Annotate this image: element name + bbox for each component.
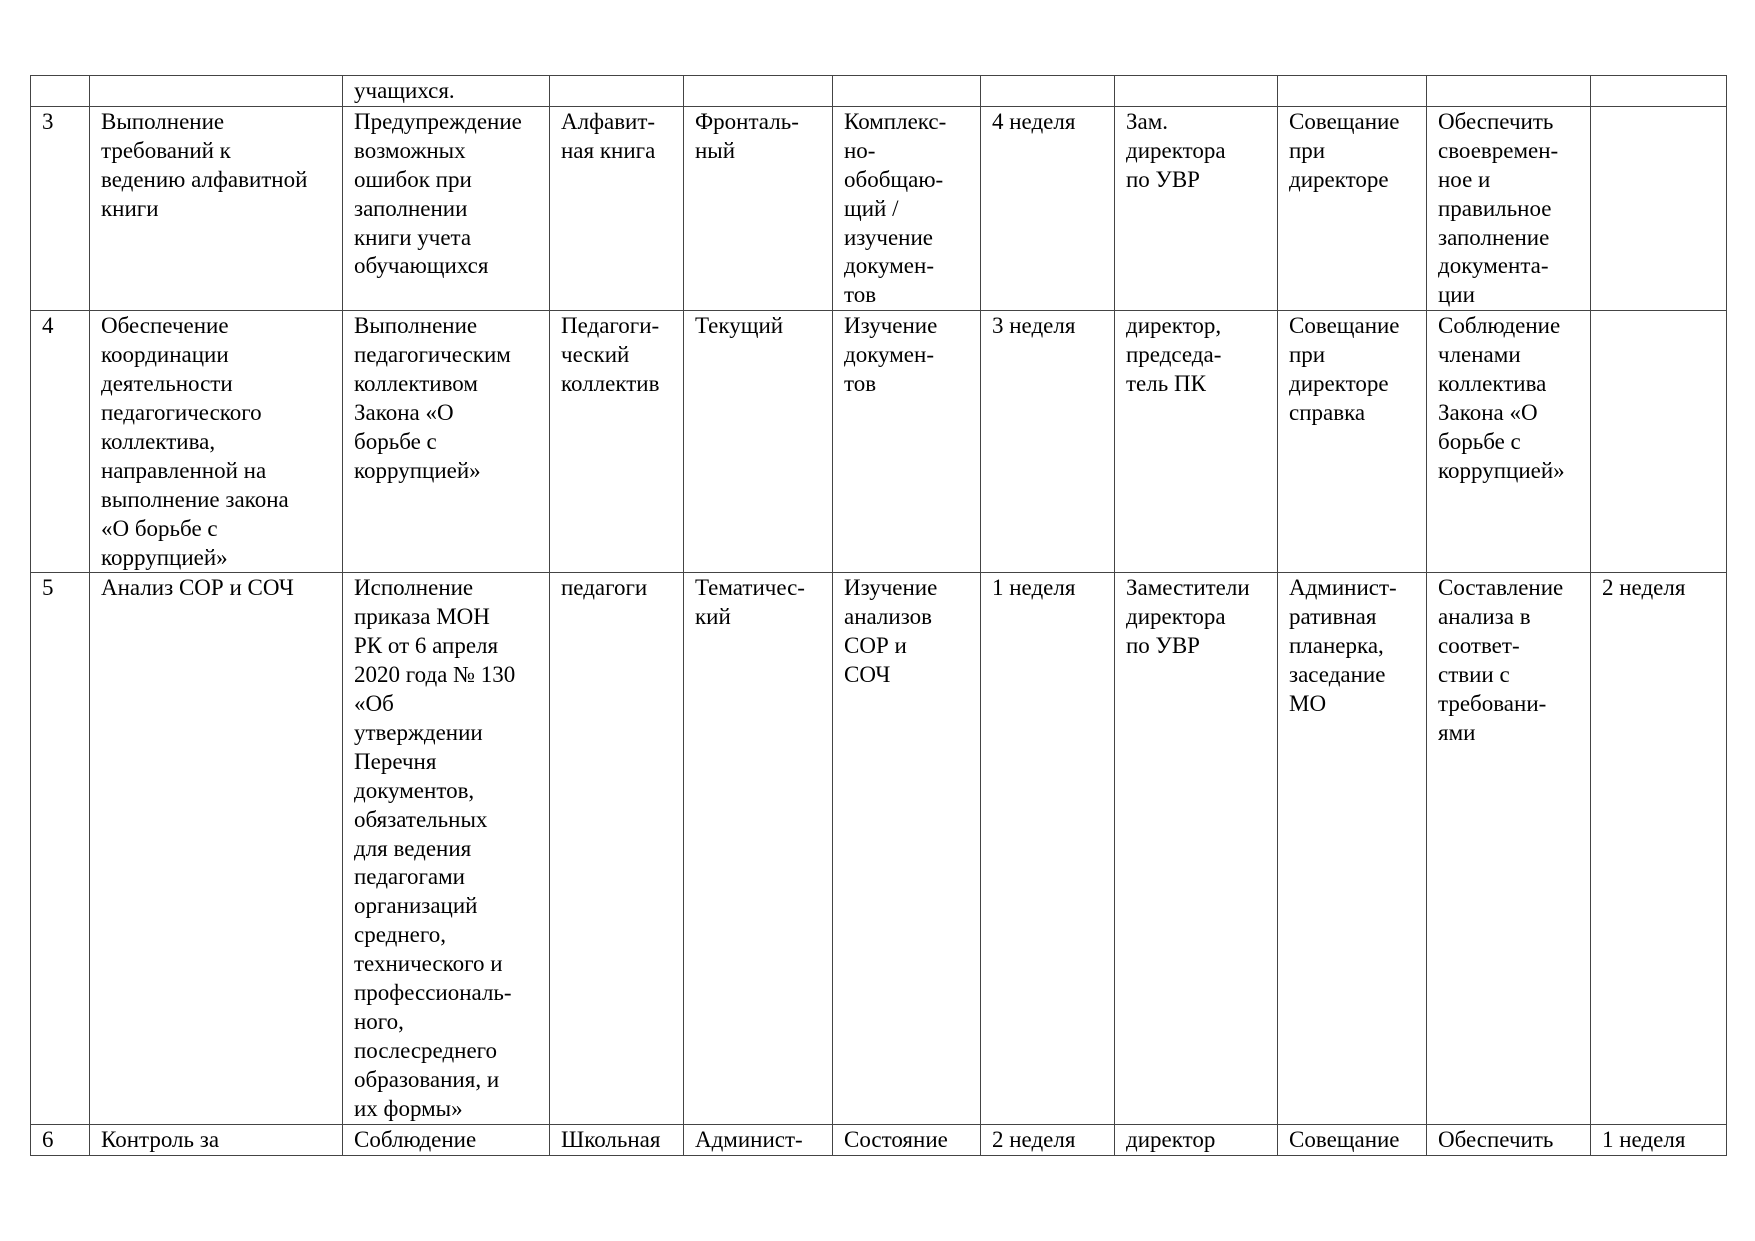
decision-cell: Обеспечить [1427, 1124, 1591, 1155]
review-place-cell: Совещание при директоре [1278, 106, 1427, 310]
object-cell: Школьная [550, 1124, 684, 1155]
table-row [31, 311, 1727, 573]
responsible-cell [1115, 76, 1278, 107]
deadline-cell: 2 неделя [981, 1124, 1115, 1155]
method-cell [833, 76, 981, 107]
decision-cell: Соблюдение членами коллектива Закона «О борьбе с коррупцией» [1427, 311, 1591, 573]
repeat-control-cell [1591, 106, 1727, 310]
topic-cell: Выполнение требований к ведению алфавитной книги [90, 106, 343, 310]
row-number-cell: 4 [31, 311, 90, 573]
control-type-cell: Админист- [684, 1124, 833, 1155]
goal-cell: Предупреждение возможных ошибок при заполнении книги учета обучающихся [343, 106, 550, 310]
review-place-cell: Совещание [1278, 1124, 1427, 1155]
table-row [31, 1124, 1727, 1155]
topic-cell: Анализ СОР и СОЧ [90, 573, 343, 1124]
row-number-cell [31, 76, 90, 107]
object-cell: Алфавит- ная книга [550, 106, 684, 310]
review-place-cell [1278, 76, 1427, 107]
goal-cell: Выполнение педагогическим коллективом Закона «О борьбе с коррупцией» [343, 311, 550, 573]
goal-cell: учащихся. [343, 76, 550, 107]
topic-cell: Контроль за [90, 1124, 343, 1155]
responsible-cell: директор, председа- тель ПК [1115, 311, 1278, 573]
table-row [31, 106, 1727, 310]
topic-cell: Обеспечение координации деятельности педагогического коллектива, направленной на выполнение закона «О борьбе с коррупцией» [90, 311, 343, 573]
method-cell: Изучение анализов СОР и СОЧ [833, 573, 981, 1124]
review-place-cell: Совещание при директоре справка [1278, 311, 1427, 573]
object-cell: педагоги [550, 573, 684, 1124]
review-place-cell: Админист- ративная планерка, заседание МО [1278, 573, 1427, 1124]
row-number-cell: 5 [31, 573, 90, 1124]
control-type-cell [684, 76, 833, 107]
method-cell: Состояние [833, 1124, 981, 1155]
responsible-cell: директор [1115, 1124, 1278, 1155]
deadline-cell [981, 76, 1115, 107]
row-number-cell: 3 [31, 106, 90, 310]
repeat-control-cell: 2 неделя [1591, 573, 1727, 1124]
row-number-cell: 6 [31, 1124, 90, 1155]
control-type-cell: Фронталь- ный [684, 106, 833, 310]
table-row [31, 573, 1727, 1124]
repeat-control-cell [1591, 311, 1727, 573]
object-cell [550, 76, 684, 107]
table-body [31, 76, 1727, 1156]
control-plan-table [30, 75, 1727, 1156]
object-cell: Педагоги- ческий коллектив [550, 311, 684, 573]
responsible-cell: Заместители директора по УВР [1115, 573, 1278, 1124]
responsible-cell: Зам. директора по УВР [1115, 106, 1278, 310]
control-type-cell: Тематичес- кий [684, 573, 833, 1124]
deadline-cell: 1 неделя [981, 573, 1115, 1124]
table-row [31, 76, 1727, 107]
deadline-cell: 3 неделя [981, 311, 1115, 573]
decision-cell [1427, 76, 1591, 107]
deadline-cell: 4 неделя [981, 106, 1115, 310]
repeat-control-cell: 1 неделя [1591, 1124, 1727, 1155]
decision-cell: Составление анализа в соответ- ствии с требовани- ями [1427, 573, 1591, 1124]
goal-cell: Соблюдение [343, 1124, 550, 1155]
control-type-cell: Текущий [684, 311, 833, 573]
goal-cell: Исполнение приказа МОН РК от 6 апреля 2020 года № 130 «Об утверждении Перечня документов, обязательных для ведения педагогами организаций среднего, технического и профессиональ- ного, послесреднего образования, и их формы» [343, 573, 550, 1124]
repeat-control-cell [1591, 76, 1727, 107]
method-cell: Комплекс- но- обобщаю- щий / изучение докумен- тов [833, 106, 981, 310]
topic-cell [90, 76, 343, 107]
decision-cell: Обеспечить своевремен- ное и правильное заполнение документа- ции [1427, 106, 1591, 310]
method-cell: Изучение докумен- тов [833, 311, 981, 573]
